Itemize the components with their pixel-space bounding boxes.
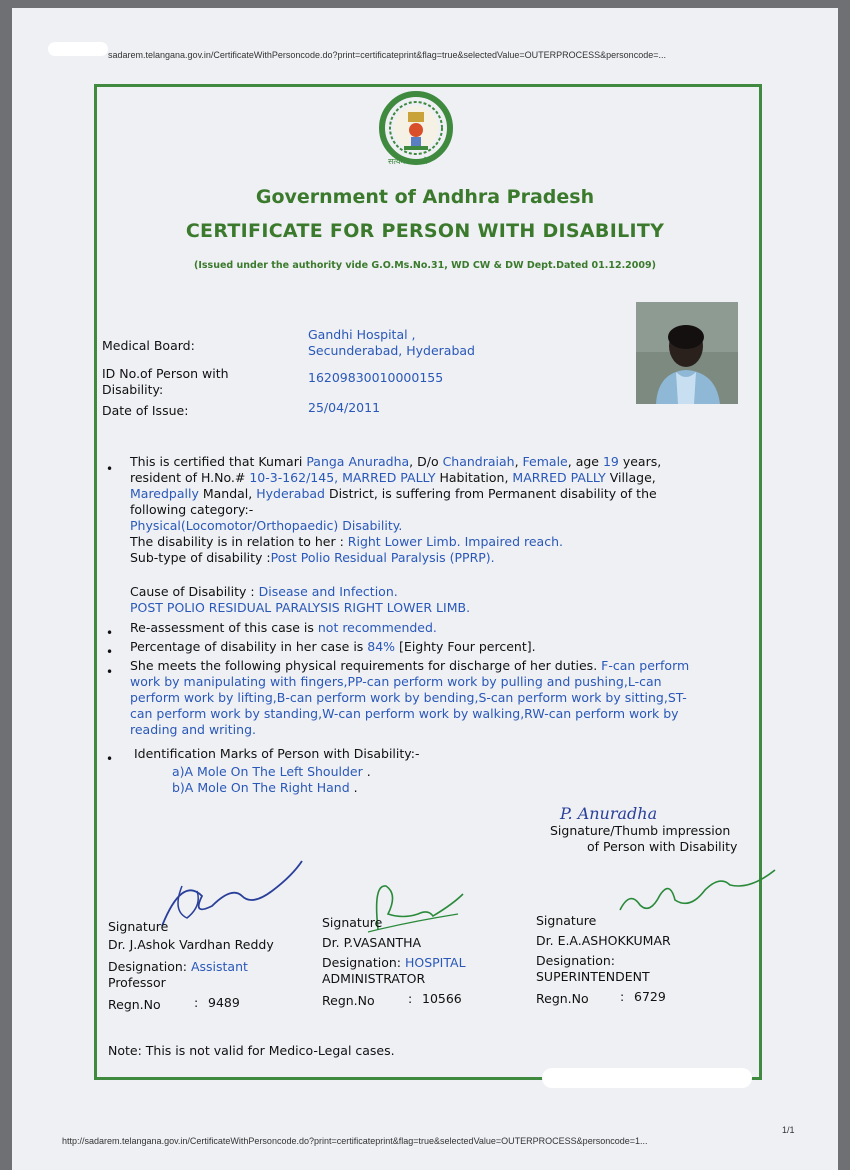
signatory-1-designation-2: Professor [108, 975, 166, 990]
footer-url: http://sadarem.telangana.gov.in/CertificateWithPersoncode.do?print=certificateprint&flag=true&selectedValue=OUTERPROCESS&personcode=1... [62, 1136, 648, 1146]
identification-mark-1: a)A Mole On The Left Shoulder . [172, 764, 371, 779]
signatory-2-designation-2: ADMINISTRATOR [322, 971, 426, 986]
certificate-page [12, 8, 838, 1170]
certificate-title: CERTIFICATE FOR PERSON WITH DISABILITY [185, 220, 665, 242]
cause-of-disability: Cause of Disability : Disease and Infection. [130, 584, 398, 599]
signatory-3-designation: SUPERINTENDENT [536, 969, 650, 984]
redaction-blur [48, 42, 108, 56]
bullet-icon: • [106, 752, 114, 766]
page-number: 1/1 [782, 1125, 795, 1135]
bullet-icon: • [106, 665, 114, 679]
signatory-1-regn-value: 9489 [208, 995, 240, 1010]
identification-mark-2: b)A Mole On The Right Hand . [172, 780, 358, 795]
requirements-line-5: reading and writing. [130, 722, 256, 737]
id-label-line2: Disability: [102, 382, 164, 397]
signatory-3-designation-label: Designation: [536, 953, 615, 968]
certify-line-3: Maredpally Mandal, Hyderabad District, is suffering from Permanent disability of the [130, 486, 657, 501]
signatory-1-signature-label: Signature [108, 919, 169, 934]
id-number: 16209830010000155 [308, 370, 444, 385]
certify-line-2: resident of H.No.# 10-3-162/145, MARRED PALLY Habitation, MARRED PALLY Village, [130, 470, 656, 485]
medical-board-line2: Secunderabad, Hyderabad [308, 343, 475, 358]
signatory-2-signature-label: Signature [322, 915, 383, 930]
percentage-line: Percentage of disability in her case is 84% [Eighty Four percent]. [130, 639, 536, 654]
signatory-2-designation: Designation: HOSPITAL [322, 955, 466, 970]
signatory-2-regn-colon: : [408, 991, 413, 1006]
certify-line-4: following category:- [130, 502, 254, 517]
signatory-1-regn-colon: : [194, 995, 199, 1010]
signatory-3-signature-label: Signature [536, 913, 597, 928]
redaction-blur [542, 1068, 752, 1088]
id-label-line1: ID No.of Person with [102, 366, 229, 381]
signatory-1-name: Dr. J.Ashok Vardhan Reddy [108, 937, 274, 952]
signature-scribble-3 [610, 860, 780, 926]
reassessment-line: Re-assessment of this case is not recommended. [130, 620, 437, 635]
disability-category: Physical(Locomotor/Orthopaedic) Disability. [130, 518, 403, 533]
signatory-1-designation: Designation: Assistant [108, 959, 248, 974]
government-title: Government of Andhra Pradesh [255, 186, 595, 208]
certify-line-1: This is certified that Kumari Panga Anuradha, D/o Chandraiah, Female, age 19 years, [130, 454, 662, 469]
signatory-3-name: Dr. E.A.ASHOKKUMAR [536, 933, 671, 948]
bullet-icon: • [106, 462, 114, 476]
person-photo [636, 302, 738, 404]
signatory-2-regn-value: 10566 [422, 991, 462, 1006]
disability-subtype: Sub-type of disability :Post Polio Residual Paralysis (PPRP). [130, 550, 495, 565]
requirements-line-4: can perform work by standing,W-can perform work by walking,RW-can perform work by [130, 706, 679, 721]
cause-detail: POST POLIO RESIDUAL PARALYSIS RIGHT LOWER LIMB. [130, 600, 471, 615]
medical-board-line1: Gandhi Hospital , [308, 327, 416, 342]
bullet-icon: • [106, 645, 114, 659]
bullet-icon: • [106, 626, 114, 640]
signatory-2-regn-label: Regn.No [322, 993, 375, 1008]
person-handwritten-signature: P. Anuradha [560, 804, 658, 823]
signatory-3-regn-value: 6729 [634, 989, 666, 1004]
header-url: sadarem.telangana.gov.in/CertificateWithPersoncode.do?print=certificateprint&flag=true&selectedValue=OUTERPROCESS&personcode=... [108, 50, 666, 60]
signatory-3-regn-label: Regn.No [536, 991, 589, 1006]
medical-board-label: Medical Board: [102, 338, 195, 353]
signatory-3-regn-colon: : [620, 989, 625, 1004]
person-signature-label-2: of Person with Disability [587, 839, 738, 854]
requirements-line-3: perform work by lifting,B-can perform work by bending,S-can perform work by sitting,ST- [130, 690, 687, 705]
signatory-2-name: Dr. P.VASANTHA [322, 935, 422, 950]
disability-relation: The disability is in relation to her : Right Lower Limb. Impaired reach. [130, 534, 563, 549]
requirements-line-1: She meets the following physical requirements for discharge of her duties. F-can perform [130, 658, 690, 673]
legal-note: Note: This is not valid for Medico-Legal cases. [108, 1043, 395, 1058]
date-of-issue-label: Date of Issue: [102, 403, 189, 418]
date-of-issue: 25/04/2011 [308, 400, 381, 415]
issued-under-text: (Issued under the authority vide G.O.Ms.No.31, WD CW & DW Dept.Dated 01.12.2009) [194, 260, 656, 271]
person-signature-label-1: Signature/Thumb impression [550, 823, 731, 838]
requirements-line-2: work by manipulating with fingers,PP-can perform work by pulling and pushing,L-can [130, 674, 662, 689]
signatory-1-regn-label: Regn.No [108, 997, 161, 1012]
identification-heading: Identification Marks of Person with Disability:- [134, 746, 420, 761]
emblem-caption: सत्यमेव जयते [388, 157, 428, 166]
